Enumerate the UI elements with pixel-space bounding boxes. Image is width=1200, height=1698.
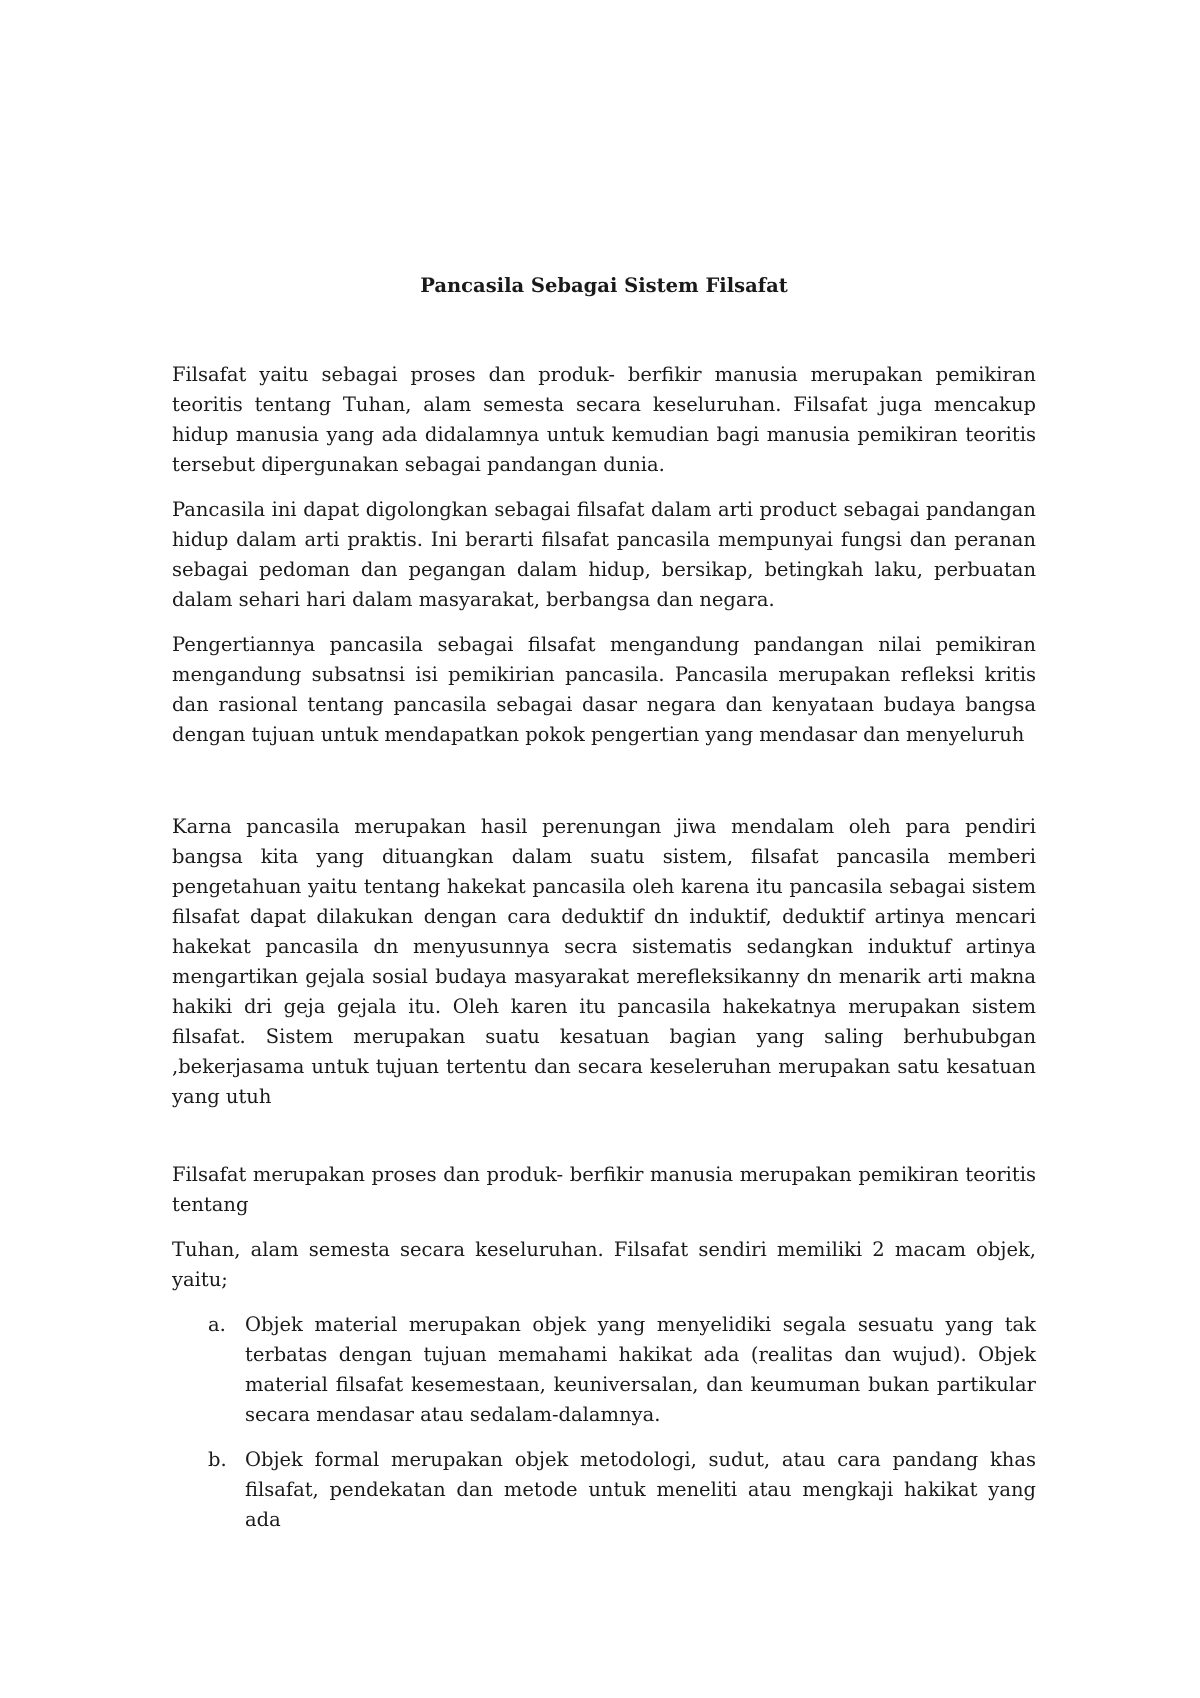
paragraph-filsafat-objects-intro: Tuhan, alam semesta secara keseluruhan. Filsafat sendiri memiliki 2 macam objek, yaitu; — [172, 1238, 1036, 1291]
paragraph-definition: Filsafat yaitu sebagai proses dan produk- berfikir manusia merupakan pemikiran teoritis tentang Tuhan, alam semesta secara keseluruhan. Filsafat juga mencakup hidup manusia yang ada didalamnya untuk kemudian bagi manusia pemikiran teoritis tersebut dipergunakan sebagai pandangan dunia. — [172, 363, 1036, 476]
objects-list — [172, 1310, 1036, 1535]
list-item-text: Objek material merupakan objek yang menyelidiki segala sesuatu yang tak terbatas dengan tujuan memahami hakikat ada (realitas dan wujud). Objek material filsafat kesemestaan, keuniversalan, dan keumuman bukan partikular secara mendasar atau sedalam-dalamnya. — [245, 1313, 1036, 1426]
list-marker: b. — [208, 1448, 227, 1471]
list-item — [172, 1310, 1036, 1430]
paragraph-pancasila-understanding: Pengertiannya pancasila sebagai filsafat mengandung pandangan nilai pemikiran mengandung subsatnsi isi pemikirian pancasila. Pancasila merupakan refleksi kritis dan rasional tentang pancasila sebagai dasar negara dan kenyataan budaya bangsa dengan tujuan untuk mendapatkan pokok pengertian yang mendasar dan menyeluruh — [172, 633, 1036, 746]
list-item — [172, 1445, 1036, 1535]
document-body — [172, 272, 1036, 1550]
list-marker: a. — [208, 1313, 226, 1336]
list-item-text: Objek formal merupakan objek metodologi, sudut, atau cara pandang khas filsafat, pendekatan dan metode untuk meneliti atau mengkaji hakikat yang ada — [245, 1448, 1036, 1531]
document-title: Pancasila Sebagai Sistem Filsafat — [420, 274, 788, 297]
paragraph-pancasila-classification: Pancasila ini dapat digolongkan sebagai filsafat dalam arti product sebagai pandangan hidup dalam arti praktis. Ini berarti filsafat pancasila mempunyai fungsi dan peranan sebagai pedoman dan pegangan dalam hidup, bersikap, betingkah laku, perbuatan dalam sehari hari dalam masyarakat, berbangsa dan negara. — [172, 498, 1036, 611]
paragraph-filsafat-process: Filsafat merupakan proses dan produk- berfikir manusia merupakan pemikiran teoritis tentang — [172, 1163, 1036, 1216]
paragraph-pancasila-reflection: Karna pancasila merupakan hasil perenungan jiwa mendalam oleh para pendiri bangsa kita yang dituangkan dalam suatu sistem, filsafat pancasila memberi pengetahuan yaitu tentang hakekat pancasila oleh karena itu pancasila sebagai sistem filsafat dapat dilakukan dengan cara deduktif dn induktif, deduktif artinya mencari hakekat pancasila dn menyusunnya secra sistematis sedangkan induktuf artinya mengartikan gejala sosial budaya masyarakat merefleksikanny dn menarik arti makna hakiki dri geja gejala itu. Oleh karen itu pancasila hakekatnya merupakan sistem filsafat. Sistem merupakan suatu kesatuan bagian yang saling berhububgan ,bekerjasama untuk tujuan tertentu dan secara keseleruhan merupakan satu kesatuan yang utuh — [172, 815, 1036, 1108]
